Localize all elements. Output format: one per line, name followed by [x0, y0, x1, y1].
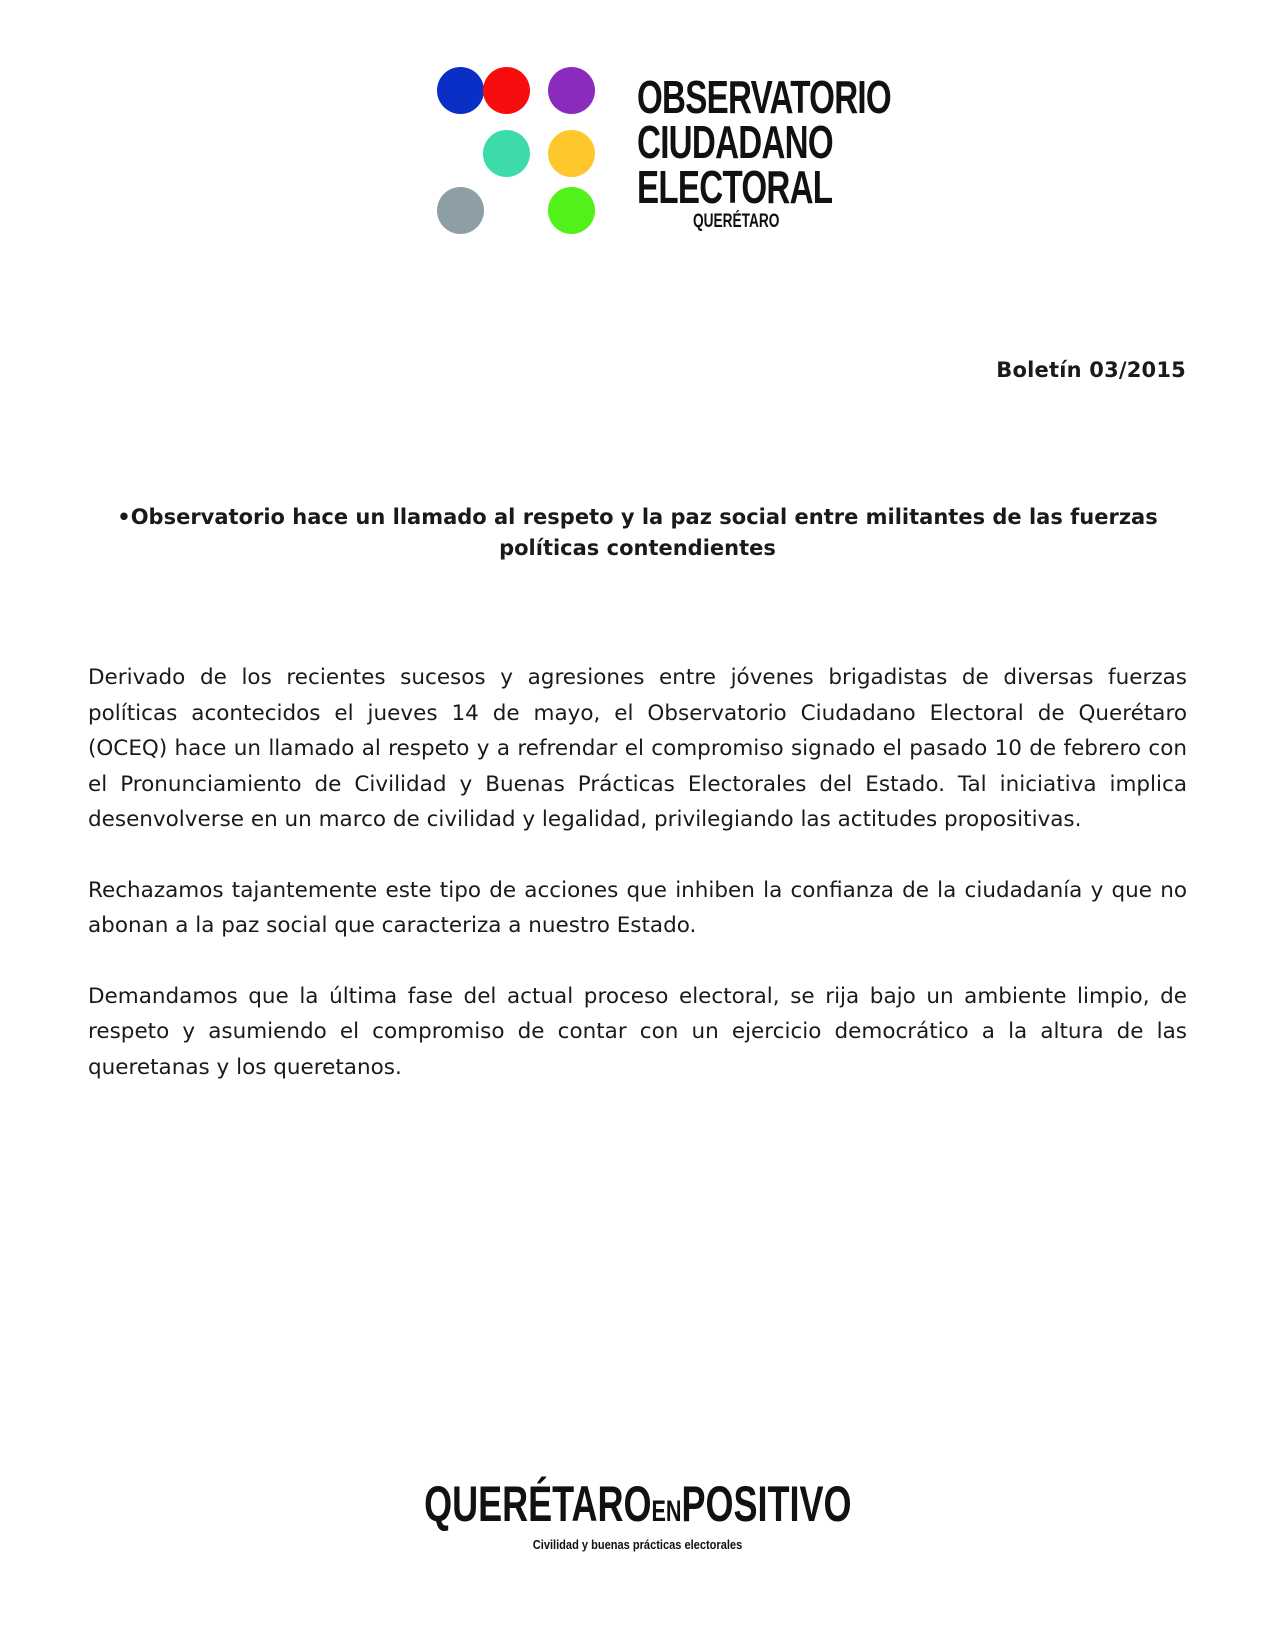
logo-dot-green — [548, 187, 595, 234]
logo-wordmark — [637, 71, 891, 234]
headline: •Observatorio hace un llamado al respeto y la paz social entre militantes de las fuerzas políticas contendientes — [117, 505, 1158, 560]
bulletin-number: Boletín 03/2015 — [996, 358, 1186, 382]
logo-dot-yellow — [548, 130, 595, 177]
logo-dot-purple — [548, 67, 595, 114]
paragraph-2: Rechazamos tajantemente este tipo de acciones que inhiben la confianza de la ciudadanía y que no abonan a la paz social que caracteriza a nuestro Estado. — [88, 877, 1187, 938]
document-body — [88, 660, 1187, 1120]
footer-brand-part1: QUERÉTARO — [423, 1476, 652, 1532]
logo-line-2: CIUDADANO — [637, 116, 833, 168]
oceq-logo — [437, 67, 891, 257]
paragraph-3: Demandamos que la última fase del actual proceso electoral, se rija bajo un ambiente limpio, de respeto y asumiendo el compromiso de contar con un ejercicio democrático a la altura de las queretanas y los queretanos. — [88, 983, 1187, 1080]
footer-brand-part3: POSITIVO — [681, 1476, 852, 1532]
footer-logo — [300, 1478, 975, 1554]
logo-line-1: OBSERVATORIO — [637, 71, 891, 123]
logo-dot-gray — [437, 187, 484, 234]
footer-tagline: Civilidad y buenas prácticas electorales — [532, 1537, 743, 1552]
logo-dot-blue — [437, 67, 484, 114]
logo-subtitle: QUERÉTARO — [693, 211, 780, 232]
logo-line-3: ELECTORAL — [637, 161, 833, 213]
footer-brand — [424, 1478, 851, 1538]
footer-brand-part2: EN — [651, 1495, 682, 1528]
logo-dot-red — [483, 67, 530, 114]
paragraph-1: Derivado de los recientes sucesos y agresiones entre jóvenes brigadistas de diversas fuerzas políticas acontecidos el jueves 14 de mayo, el Observatorio Ciudadano Electoral de Querétaro (OCEQ) hace un llamado al respeto y a refrendar el compromiso signado el pasado 10 de febrero con el Pronunciamiento de Civilidad y Buenas Prácticas Electorales del Estado. Tal iniciativa implica desenvolverse en un marco de civilidad y legalidad, privilegiando las actitudes propositivas. — [88, 665, 1187, 832]
logo-dot-teal — [483, 130, 530, 177]
